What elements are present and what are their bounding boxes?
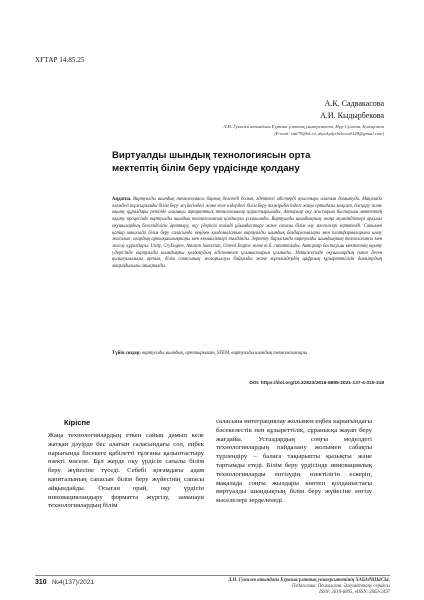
footer-divider [35,575,390,576]
keywords-text: виртуалды шындық, арттырылған, STEM, виртуалды шындық технологиялары [142,351,307,356]
body-column-right: саласына интеграциялау жолымен еңбек нарығындағы бәсекелестік пен құзыреттілік, сұранысқа жауап беру жағдайы. Устаздардың соңғы моделдегі технологиялардың пайдалану жолымен сабақты түрлендіру – балаға тақырыпты қызықты және тартымды етеді. Білім беру үрдісінде инновациялық технологияларды енгізудің өзектілігін ескеріп, мақалада соңғы жылдары көптеп қолданыстағы виртуалды шындықтың білім беру жүйесіне енгізу мәселелері зерделенеді. [216,418,372,505]
author-name: А.И. Кыдырбекова [320,111,384,120]
classification-code: ХҒТАР 14.85.25 [35,56,85,64]
author-affiliation [84,124,384,137]
affiliation-email: (E-mail: sak79@bk.ru, akyakydyrbekova0128@gmail.com) [274,130,384,136]
abstract [112,197,382,271]
abstract-label: Аңдатпа. [112,197,132,202]
affiliation-line: Л.Н. Гумилев атындағы Еуразия ұлттық университеті, Нұр-Сұлтан, Қазақстан [223,124,384,129]
issue-number: №4(137)/2021 [52,579,95,586]
article-title: Виртуалды шындық технологиясын орта мектептің білім беру үрдісінде қолдану [112,150,311,174]
author-name: А.К. Садвакасова [324,99,384,108]
author-list [320,98,384,122]
journal-issn: ISSN: 2616-6895, eISSN: 2663-2497 [319,590,390,596]
section-heading-introduction: Кіріспе [64,418,91,427]
keywords-label: Түйін сөздер: [112,351,141,356]
page-number: 310 [35,579,47,586]
journal-footer [170,578,390,597]
journal-series: Педагогика. Психология. Әлеуметтану сериясы [292,584,390,590]
keywords [112,351,382,358]
journal-name: Л.Н. Гумилев атындағы Еуразия ұлттық университетінің ХАБАРШЫСЫ. [227,578,390,583]
abstract-text: Виртуалды шындық технологиясы барлық белсенді болып, әдеттегі әдістерді ауыстыра алатын дамытуда. Мақалада әлемдегі тұжырымды білім беру жүйесіндегі және өзге елдердегі білім беру тәжірибесіндегі жаңа ортадағы мақсат, басқару және оқыту құралдары ретінде алғашқы ақпараттық технологиялар қарастырылады. Авторлар оқу жоспарын бастауыш мектептің оқыту процесінде виртуалды шындық технологиясын қолдануға ұсынылады. Виртуалды шындықтың жаңа мүмкіндіктері арқылы оқушылардың белсенділігін арттыру, оқу үдерісін тиімді ұйымдастыру және сапалы білім алу мәселелері зерттелді. Сонымен қатар мақалада білім беру саласында кеңінен қолданылатын виртуалды шындық бағдарламалары мен платформаларына шолу жасалып, олардың артықшылықтары мен кемшіліктері талданды. Зерттеу барысында виртуалды шындықтың технологиясы мен жасау құралдары: Unity, CryEngine, Amazon Sumerian, Unreal Engine және т.б. сипатталды. Авторлар бастауыш мектептің оқыту үдерісінде виртуалды шындықты қолданудың әдістемелік ұсыныстарын ұсынады. Нәтижесінде оқушылардың пәнге деген қызығушылығы артып, білім сапасының жоғарылауы байқалды және мұғалімдердің цифрлық құзыреттілігін дамытудың маңыздылығы анықталды. [112,197,382,270]
doi-link[interactable]: DOI: https://doi.org/10.32523/2616-6895-2021-137-4-310-318 [249,381,384,386]
body-column-left: Жаңа технологиялардың еткен сайын дамып келе жатқан дәуірде бес алатын саласындағы сол, еңбек нарығында бәсекеге қабілетті тұлғаны қалыптастыру өзекті мәселе. Бұл жерде оқу үрдісін сапалы білім беру жүйесіне түседі. Себебі қоғамдағы адам капиталының сапасын білім беру жүйесінің сапасы айқындайды. Осыған орай, оқу үрдісін инновацияландыру форматта жүргізу, заманауи технологиялардың білім [48,432,204,510]
